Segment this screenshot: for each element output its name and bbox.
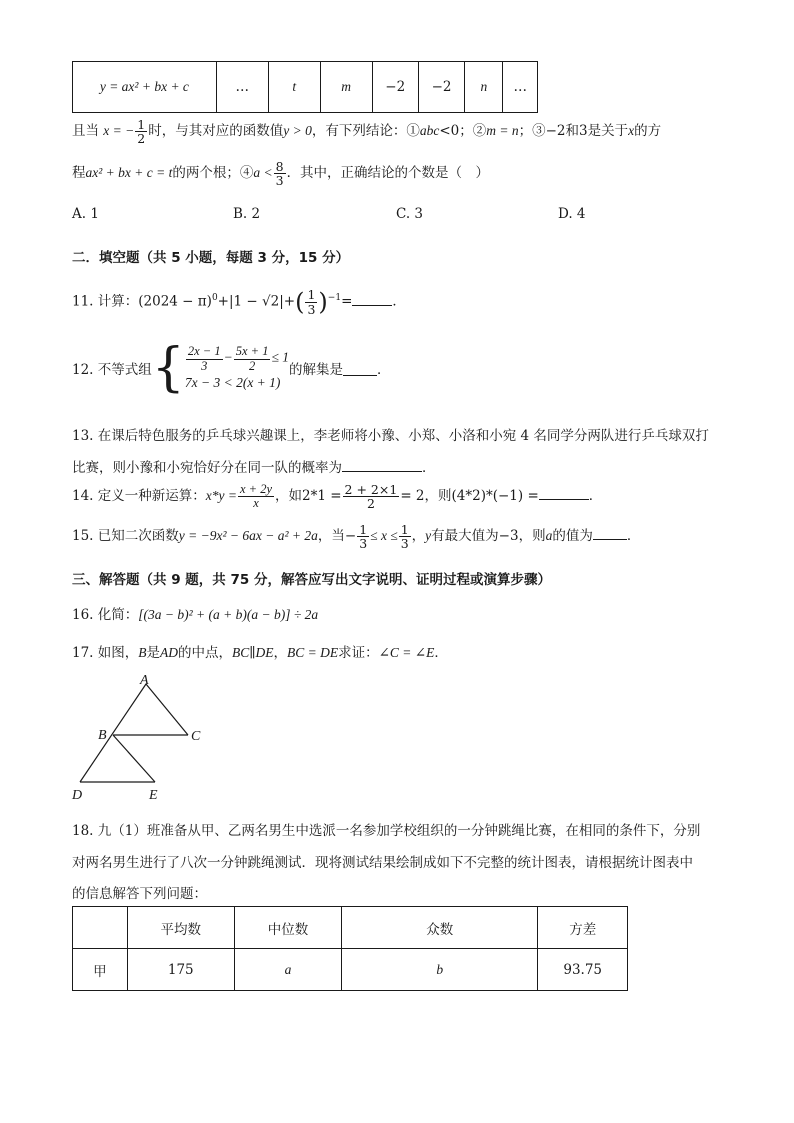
answer-blank[interactable] — [539, 499, 589, 500]
table-row — [73, 949, 628, 991]
q18-line2: 对两名男生进行了八次一分钟跳绳测试．现将测试结果绘制成如下不完整的统计图表，请根据统计图表中 — [72, 855, 693, 871]
header-cell-variance: 方差 — [538, 907, 628, 949]
q13-line2: 比赛，则小豫和小宛恰好分在同一队的概率为 ． — [72, 460, 436, 476]
point-label-A: A — [140, 673, 149, 688]
q14: 14. 定义一种新运算：x*y = $\frac{x + 2y}{x}$ ，如2*1 = $\frac{2 + 2\times 1}{2}$ = 2，则(4*2)*(−1) = ． — [72, 482, 603, 512]
table-cell-t: t — [268, 62, 320, 113]
table-cell-neg2-a: −2 — [372, 62, 418, 113]
fraction-eight-thirds: $\frac{8}{3}$ — [275, 159, 284, 189]
header-cell-mode: 众数 — [342, 907, 538, 949]
q15: 15. 已知二次函数y = −9x² − 6ax − a² + 2a，当− $\frac{1}{3}$ ≤ x ≤ $\frac{1}{3}$ ，y有最大值为−3，则a的值为 ． — [72, 522, 641, 552]
table-cell-neg2-b: −2 — [418, 62, 464, 113]
line-BE — [113, 735, 155, 782]
point-label-B: B — [98, 728, 107, 743]
cell-variance: 93.75 — [538, 949, 628, 991]
q10-line1: 且当 x = − $\frac{1}{2}$ 时，与其对应的函数值y > 0，有下列结论：①abc<0；②m = n；③−2和3是关于x的方 — [72, 117, 662, 147]
answer-blank[interactable] — [342, 471, 422, 472]
table-cell-function: y = ax² + bx + c — [73, 62, 217, 113]
table-cell-m: m — [320, 62, 372, 113]
line-AC — [146, 684, 188, 735]
row-label: 甲 — [73, 949, 128, 991]
q10-option-d: D. 4 — [558, 206, 586, 222]
answer-blank[interactable] — [593, 539, 627, 540]
section-3-heading: 三、解答题（共 9 题，共 75 分，解答应写出文字说明、证明过程或演算步骤） — [72, 572, 551, 588]
cell-mode: b — [342, 949, 538, 991]
line-AD — [80, 684, 146, 782]
q13-line1: 13. 在课后特色服务的乒乓球兴趣课上，李老师将小豫、小郑、小洛和小宛 4 名同学分两队进行乒乓球双打 — [72, 428, 709, 444]
answer-blank[interactable] — [352, 305, 392, 306]
header-cell-empty — [73, 907, 128, 949]
system-brace: { — [151, 338, 185, 398]
table-cell-ellipsis-end: … — [503, 62, 538, 113]
q10-option-b: B. 2 — [233, 206, 261, 222]
q16: 16. 化简：[(3a − b)² + (a + b)(a − b)] ÷ 2a — [72, 607, 319, 623]
stats-table-header — [73, 907, 628, 949]
answer-blank[interactable] — [343, 375, 377, 376]
cell-median: a — [234, 949, 341, 991]
q18-line3: 的信息解答下列问题： — [72, 886, 207, 902]
fraction-one-half: $\frac{1}{2}$ — [137, 117, 146, 147]
point-label-E: E — [149, 788, 158, 803]
q10-line2: 程ax² + bx + c = t的两个根；④a < $\frac{8}{3}$ ．其中，正确结论的个数是（ ） — [72, 159, 490, 189]
q17: 17. 如图，B是AD的中点，BC∥DE，BC = DE求证：∠C = ∠E． — [72, 645, 448, 661]
q10-option-a: A. 1 — [72, 206, 99, 222]
q11: 11. 计算：$(2024 - \pi)^0+|1 - √2|+$( $\frac{1}{3}$ )$^{-1}$= ． — [72, 287, 406, 317]
q18-line1: 18. 九（1）班准备从甲、乙两名男生中选派一名参加学校组织的一分钟跳绳比赛，在相同的条件下，分别 — [72, 823, 701, 839]
fraction-one-third: $\frac{1}{3}$ — [307, 287, 316, 317]
table-cell-ellipsis: … — [216, 62, 268, 113]
triangle-figure — [70, 672, 220, 804]
q10-option-c: C. 3 — [396, 206, 424, 222]
header-cell-median: 中位数 — [234, 907, 341, 949]
point-label-C: C — [191, 729, 201, 744]
q12: 12. 不等式组 { $\frac{2x - 1}{3}$ − $\frac{5x + 1}{2}$ ≤ 1 7x − 3 < 2(x + 1) 的解集是 ． — [72, 338, 391, 398]
section-2-heading: 二．填空题（共 5 小题，每题 3 分，15 分） — [72, 250, 350, 266]
header-cell-mean: 平均数 — [127, 907, 234, 949]
cell-mean: 175 — [127, 949, 234, 991]
point-label-D: D — [72, 788, 83, 803]
stats-table — [72, 906, 628, 991]
table-cell-n: n — [465, 62, 503, 113]
value-table — [72, 61, 538, 113]
